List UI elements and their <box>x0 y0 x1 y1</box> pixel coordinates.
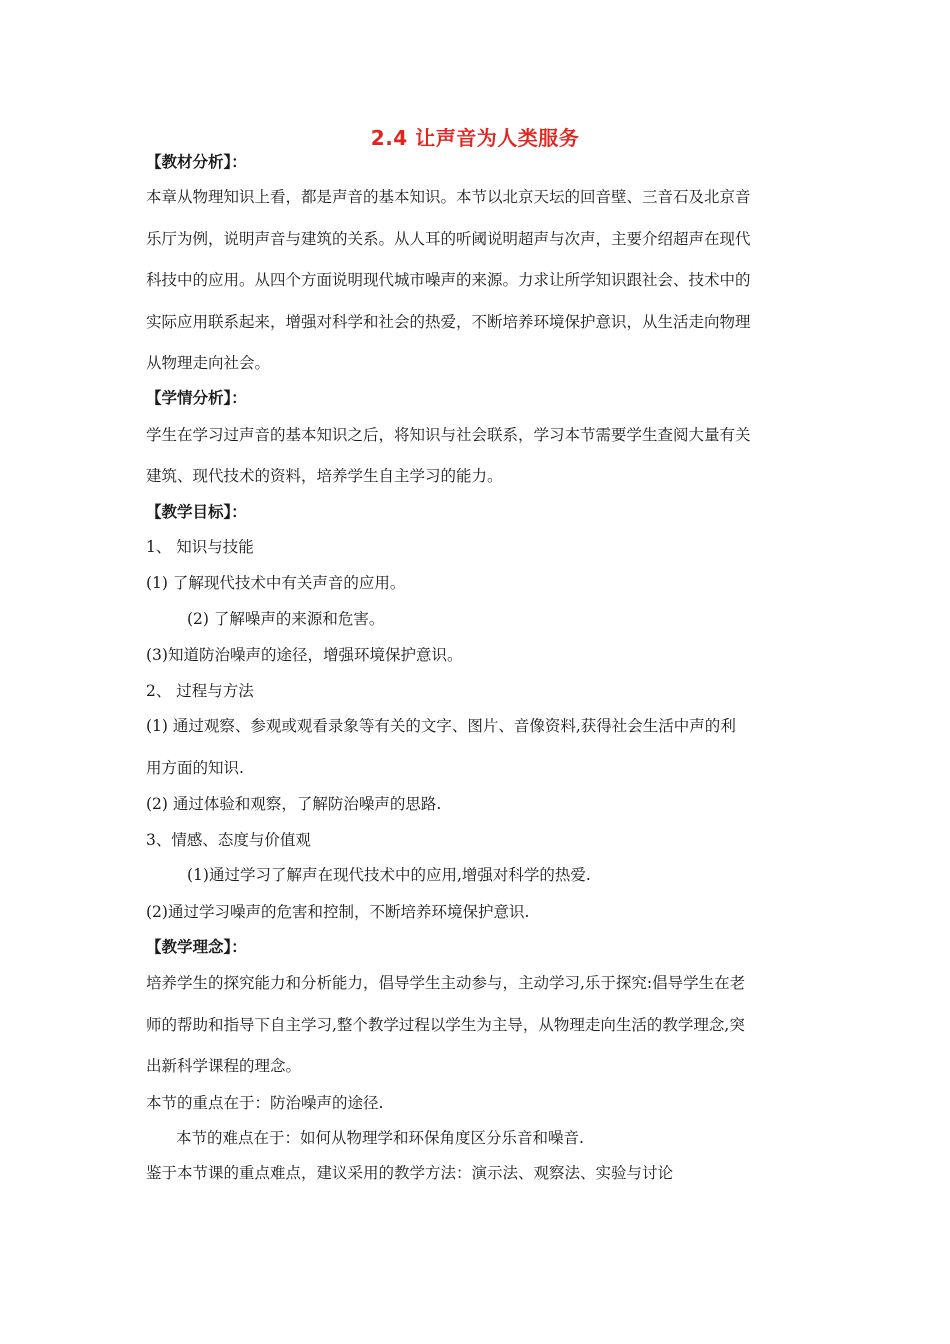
concept-paragraph-line: 培养学生的探究能力和分析能力，倡导学生主动参与，主动学习,乐于探究:倡导学生在老 <box>146 974 746 992</box>
goal-subitem: (2)通过学习噪声的危害和控制，不断培养环境保护意识. <box>146 903 530 921</box>
textbook-paragraph-line: 本章从物理知识上看，都是声音的基本知识。本节以北京天坛的回音壁、三音石及北京音 <box>146 188 751 206</box>
key-point-line: 本节的重点在于：防治噪声的途径. <box>146 1094 384 1112</box>
goal-subitem: (1)通过学习了解声在现代技术中的应用,增强对科学的热爱. <box>187 866 591 884</box>
goal-subitem: (3)知道防治噪声的途径，增强环境保护意识。 <box>146 646 463 664</box>
goal-subitem: (1) 了解现代技术中有关声音的应用。 <box>146 574 406 592</box>
teaching-method-line: 鉴于本节课的重点难点，建议采用的教学方法：演示法、观察法、实验与讨论 <box>146 1164 674 1182</box>
learner-analysis-heading: 【学情分析】： <box>146 388 247 407</box>
textbook-paragraph-line: 实际应用联系起来，增强对科学和社会的热爱，不断培养环境保护意识，从生活走向物理 <box>146 313 751 331</box>
concept-paragraph-line: 出新科学课程的理念。 <box>146 1057 302 1075</box>
teaching-concept-heading: 【教学理念】： <box>146 937 247 956</box>
textbook-paragraph-line: 科技中的应用。从四个方面说明现代城市噪声的来源。力求让所学知识跟社会、技术中的 <box>146 271 751 289</box>
page-title: 2.4 让声音为人类服务 <box>370 126 580 150</box>
goal-subitem: (2) 通过体验和观察，了解防治噪声的思路. <box>146 795 442 813</box>
textbook-paragraph-line: 乐厅为例，说明声音与建筑的关系。从人耳的听阈说明超声与次声，主要介绍超声在现代 <box>146 230 751 248</box>
goal-item: 3、情感、态度与价值观 <box>146 831 311 849</box>
teaching-goals-heading: 【教学目标】： <box>146 502 247 521</box>
goal-item: 2、 过程与方法 <box>146 682 254 700</box>
learner-paragraph-line: 建筑、现代技术的资料，培养学生自主学习的能力。 <box>146 467 503 485</box>
textbook-paragraph-line: 从物理走向社会。 <box>146 354 271 372</box>
textbook-analysis-heading: 【教材分析】： <box>146 152 247 171</box>
goal-subitem: (2) 了解噪声的来源和危害。 <box>187 610 385 628</box>
goal-subitem: (1) 通过观察、参观或观看录象等有关的文字、图片、音像资料,获得社会生活中声的利 <box>146 717 736 735</box>
goal-item: 1、 知识与技能 <box>146 538 254 556</box>
learner-paragraph-line: 学生在学习过声音的基本知识之后，将知识与社会联系，学习本节需要学生查阅大量有关 <box>146 426 751 444</box>
concept-paragraph-line: 师的帮助和指导下自主学习,整个教学过程以学生为主导，从物理走向生活的教学理念,突 <box>146 1016 745 1034</box>
goal-subitem: 用方面的知识. <box>146 759 244 777</box>
difficulty-line: 本节的难点在于：如何从物理学和环保角度区分乐音和噪音. <box>176 1129 584 1147</box>
